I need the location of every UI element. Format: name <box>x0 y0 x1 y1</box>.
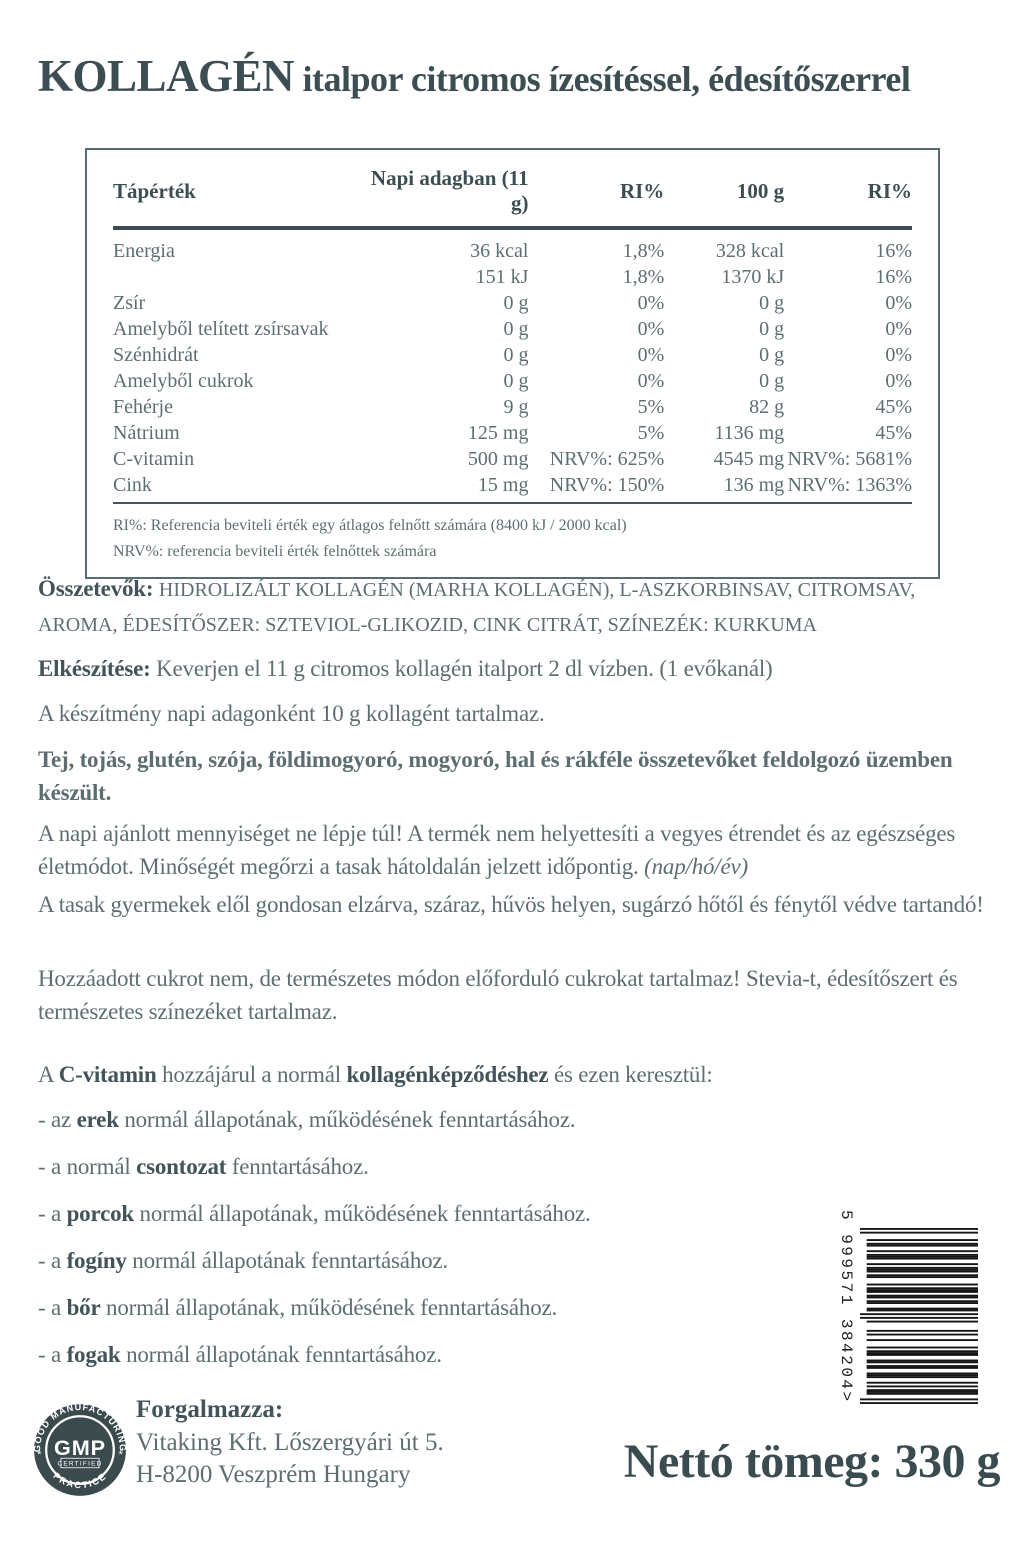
gmp-certified-text: CERTIFIED <box>57 1460 103 1468</box>
gmp-center-text: GMP <box>54 1435 106 1461</box>
claim-item-text: normál állapotának, működésének fenntartásához. <box>133 1201 591 1226</box>
table-row <box>113 368 912 394</box>
nutrient-name-cell: Amelyből cukrok <box>113 370 254 392</box>
claim-item <box>38 1103 990 1136</box>
net-weight: Nettó tömeg: 330 g <box>623 1435 1000 1488</box>
claim-item-text: normál állapotának fenntartásához. <box>126 1248 448 1273</box>
nutrient-value-cell: 0% <box>885 318 912 340</box>
nutrient-value-cell: 0 g <box>503 318 529 340</box>
claim-item-text: - a <box>38 1201 67 1226</box>
nutrient-name-cell: Amelyből telített zsírsavak <box>113 318 329 340</box>
gmp-bottom-text: PRACTICE <box>51 1470 109 1491</box>
nutrient-value-cell: 45% <box>875 396 912 418</box>
nutrient-value-cell: 1,8% <box>622 266 665 288</box>
nutrient-value-cell: NRV%: 625% <box>549 448 665 470</box>
nutrient-value-cell: 9 g <box>503 396 529 418</box>
claim-item-text: csontozat <box>136 1154 227 1179</box>
nutrient-value-cell: 500 mg <box>467 448 529 470</box>
distributor-block <box>136 1393 444 1491</box>
preparation-paragraph <box>38 652 773 685</box>
nutrition-facts-box <box>85 148 940 579</box>
nutrient-value-cell: 125 mg <box>467 422 529 444</box>
claim-item-text: porcok <box>66 1201 134 1226</box>
claim-item-text: normál állapotának fenntartásához. <box>120 1342 442 1367</box>
nutrient-value-cell: 0% <box>637 318 665 340</box>
barcode <box>834 1210 986 1420</box>
ingredients-paragraph <box>38 572 990 642</box>
ingredients-text: HIDROLIZÁLT KOLLAGÉN (MARHA KOLLAGÉN), L-ASZKORBINSAV, CITROMSAV, AROMA, ÉDESÍTŐSZER: SZTEVIOL-GLIKOZID, CINK CITRÁT, SZÍNEZÉK: KURKUMA <box>38 579 916 636</box>
nutrient-value-cell: NRV%: 150% <box>528 472 664 503</box>
claim-item-text: normál állapotának, működésének fenntartásához. <box>100 1295 558 1320</box>
table-row <box>113 228 912 264</box>
table-header-row <box>113 156 912 228</box>
table-row <box>113 420 912 446</box>
nutrient-name-cell <box>113 264 361 290</box>
warning-paragraph <box>38 817 990 883</box>
claim-item-text: fogak <box>66 1342 121 1367</box>
nutrient-value-cell: 82 g <box>749 396 785 418</box>
claim-item-text: fogíny <box>66 1248 127 1273</box>
ingredients-label: Összetevők: <box>38 576 154 601</box>
nutrient-value-cell: NRV%: 1363% <box>784 472 912 503</box>
preparation-text: Keverjen el 11 g citromos kollagén italport 2 dl vízben. (1 evőkanál) <box>150 656 773 681</box>
nutrient-value-cell: 0 g <box>759 344 785 366</box>
nutrient-name-cell: Szénhidrát <box>113 344 199 366</box>
nutrient-value-cell: 0% <box>637 292 665 314</box>
nutrient-value-cell: 1136 mg <box>714 422 785 444</box>
nutrition-table <box>113 156 912 504</box>
claim-item-text: bőr <box>66 1295 101 1320</box>
preparation-label: Elkészítése: <box>38 656 151 681</box>
claim-item <box>38 1150 990 1183</box>
nutrient-value-cell: 1,8% <box>622 240 665 262</box>
footnote-nrv: NRV%: referencia beviteli érték felnőttek számára <box>113 543 437 560</box>
table-row <box>113 394 912 420</box>
claim-item-text: - az <box>38 1107 77 1132</box>
col-header-per-100g: 100 g <box>664 156 784 228</box>
claims-intro-post: és ezen keresztül: <box>548 1062 713 1087</box>
gmp-certified-logo <box>28 1398 132 1502</box>
col-header-ri-100g: RI% <box>784 156 912 228</box>
nutrient-name-cell: C-vitamin <box>113 448 195 470</box>
warning-date-note: (nap/hó/év) <box>644 854 748 879</box>
sugar-paragraph: Hozzáadott cukrot nem, de természetes módon előforduló cukrokat tartalmaz! Stevia-t, édesítőszert és természetes színezéket tartalmaz. <box>38 966 958 1024</box>
distributor-address-line1: Vitaking Kft. Lőszergyári út 5. <box>136 1429 444 1456</box>
nutrient-value-cell: 0 g <box>503 292 529 314</box>
distributor-label: Forgalmazza: <box>136 1396 284 1423</box>
nutrient-value-cell: 328 kcal <box>715 240 785 262</box>
nutrient-value-cell: 15 mg <box>361 472 529 503</box>
claim-item-text: - a <box>38 1295 67 1320</box>
col-header-per-serving: Napi adagban (11 g) <box>361 156 529 228</box>
nutrient-value-cell: 16% <box>875 240 912 262</box>
table-row <box>113 446 912 472</box>
distributor-address-line2: H-8200 Veszprém Hungary <box>136 1461 411 1488</box>
footnote-ri: RI%: Referencia beviteli érték egy átlagos felnőtt számára (8400 kJ / 2000 kcal) <box>113 517 627 534</box>
storage-paragraph: A tasak gyermekek elől gondosan elzárva, száraz, hűvös helyen, sugárzó hőtől és fénytől védve tartandó! <box>38 892 984 917</box>
nutrition-table-body <box>113 228 912 503</box>
nutrient-value-cell: 45% <box>875 422 912 444</box>
claims-intro-cvitamin: C-vitamin <box>58 1062 157 1087</box>
claim-item-text: fenntartásához. <box>226 1154 369 1179</box>
claim-item-text: normál állapotának, működésének fenntartásához. <box>118 1107 576 1132</box>
claims-intro-pre: A <box>38 1062 59 1087</box>
claim-item-text: - a normál <box>38 1154 137 1179</box>
table-row <box>113 290 912 316</box>
claim-item-text: erek <box>76 1107 119 1132</box>
nutrient-value-cell: 16% <box>875 266 912 288</box>
warning-text: A napi ajánlott mennyiséget ne lépje túl! A termék nem helyettesíti a vegyes étrendet és az egészséges életmódot. Minőségét megőrzi a tasak hátoldalán jelzett időpontig. <box>38 821 956 879</box>
nutrient-value-cell: NRV%: 5681% <box>787 448 912 470</box>
nutrient-value-cell: 0 g <box>503 344 529 366</box>
nutrient-value-cell: 5% <box>637 422 665 444</box>
barcode-digits: 5 999571 384204> <box>837 1210 855 1404</box>
barcode-bars <box>860 1228 978 1404</box>
allergen-paragraph: Tej, tojás, glutén, szója, földimogyoró, mogyoró, hal és rákféle összetevőket feldolgozó üzemben készült. <box>38 747 953 805</box>
nutrient-value-cell: 0% <box>885 344 912 366</box>
table-row <box>113 316 912 342</box>
nutrient-value-cell: 0% <box>885 292 912 314</box>
claims-intro-collagen: kollagénképződéshez <box>346 1062 549 1087</box>
nutrient-value-cell: 1370 kJ <box>721 266 785 288</box>
nutrient-value-cell: 151 kJ <box>475 266 529 288</box>
nutrient-name-cell: Nátrium <box>113 422 180 444</box>
title-subtext: italpor citromos ízesítéssel, édesítőszerrel <box>294 59 911 99</box>
claims-intro-mid: hozzájárul a normál <box>156 1062 347 1087</box>
brand-name: KOLLAGÉN <box>38 51 295 101</box>
gmp-left-star-icon: * <box>37 1448 42 1461</box>
nutrient-value-cell: 0 g <box>759 292 785 314</box>
nutrient-value-cell: 36 kcal <box>470 240 529 262</box>
gmp-right-star-icon: * <box>118 1448 123 1461</box>
table-row <box>113 264 912 290</box>
daily-dose-paragraph: A készítmény napi adagonként 10 g kollagént tartalmaz. <box>38 701 545 726</box>
table-footnotes <box>113 504 912 569</box>
nutrient-value-cell: 0 g <box>759 318 785 340</box>
nutrient-value-cell: 0 g <box>503 370 529 392</box>
nutrient-name-cell: Fehérje <box>113 396 173 418</box>
table-row <box>113 342 912 368</box>
claim-item-text: - a <box>38 1342 67 1367</box>
nutrient-value-cell: 5% <box>637 396 665 418</box>
nutrient-name-cell: Cink <box>113 472 361 503</box>
nutrient-value-cell: 0% <box>885 370 912 392</box>
nutrient-name-cell: Energia <box>113 240 175 262</box>
claim-item-text: - a <box>38 1248 67 1273</box>
nutrient-name-cell: Zsír <box>113 292 146 314</box>
nutrient-value-cell: 0% <box>637 370 665 392</box>
col-header-ri-serving: RI% <box>528 156 664 228</box>
nutrient-value-cell: 0 g <box>759 370 785 392</box>
table-row <box>113 472 912 503</box>
page-title <box>38 50 910 102</box>
nutrient-value-cell: 4545 mg <box>713 448 785 470</box>
nutrient-value-cell: 136 mg <box>664 472 784 503</box>
claims-intro <box>38 1058 713 1091</box>
gmp-top-text: GOOD MANUFACTURING <box>32 1401 128 1453</box>
nutrient-value-cell: 0% <box>637 344 665 366</box>
col-header-nutrient: Tápérték <box>113 156 361 228</box>
